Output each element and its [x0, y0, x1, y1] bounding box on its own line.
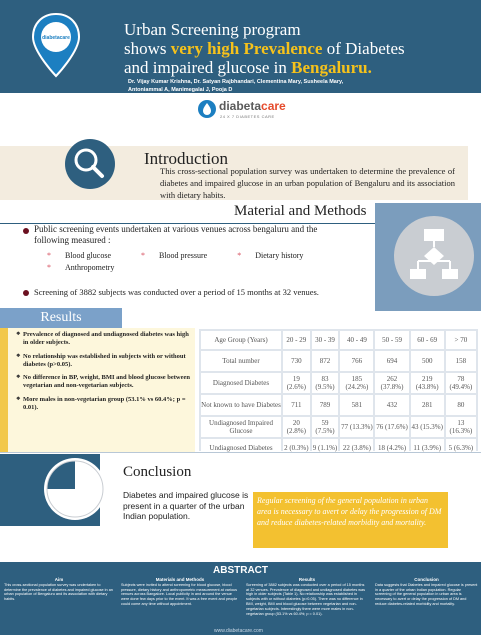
- results-point: ❖ Prevalence of diagnosed and undiagnosed diabetes was high in older subjects.: [16, 331, 192, 348]
- table-header-cell: Age Group (Years): [201, 331, 281, 349]
- abstract-conclusion: Conclusion Data suggests that Diabetes and impaired glucose is present in a quarter of the urban Indian population. Regular screening of the general population in urban area is necessary to avert or delay the progression of DM and reduce diabetes-related morbidity and mortality.: [375, 577, 478, 606]
- screening-text: Screening of 3882 subjects was conducted over a period of 15 months at 32 venues.: [34, 287, 319, 297]
- conclusion-title: Conclusion: [123, 464, 192, 480]
- table-row: Undiagnosed Impaired Glucose 20 (2.8%) 59 (7.5%) 77 (13.3%) 76 (17.6%) 43 (15.3%) 13 (16.3%): [201, 417, 476, 437]
- location-pin-icon: [30, 12, 82, 78]
- abstract-title: ABSTRACT: [213, 565, 268, 576]
- website-link[interactable]: www.diabetacare.com: [214, 628, 263, 634]
- title-city: Bengaluru.: [291, 58, 372, 77]
- pie-chart-icon: [37, 454, 113, 524]
- table-row: Total number 730 872 766 694 500 158: [201, 351, 476, 371]
- title-line-3: and impaired glucose in Bengaluru.: [124, 58, 372, 77]
- measure-item: * Anthropometry: [47, 263, 115, 272]
- logo-text: diabetacare: [42, 35, 70, 41]
- methods-measures: [47, 250, 347, 274]
- introduction-title: Introduction: [144, 149, 229, 168]
- table-header-cell: 40 - 49: [340, 331, 373, 349]
- results-point: ❖ No relationship was established in subjects with or without diabetes (p>0.05).: [16, 353, 192, 370]
- conclusion-text: Diabetes and impaired glucose is present in a quarter of the urban Indian population.: [123, 490, 249, 521]
- title-highlight: very high Prevalence: [170, 39, 323, 58]
- brand-tagline: 24 X 7 DIABETES CARE: [220, 114, 275, 119]
- brand-mark-icon: [197, 99, 217, 119]
- table-header-cell: 60 - 69: [411, 331, 444, 349]
- results-table: [199, 329, 478, 451]
- table-row: Diagnosed Diabetes 19 (2.6%) 83 (9.5%) 185 (24.2%) 262 (37.8%) 219 (43.8%) 78 (49.4%): [201, 373, 476, 393]
- brand-logo: [197, 98, 307, 124]
- results-label: Results: [0, 308, 122, 328]
- bullet-icon: [23, 290, 29, 296]
- flowchart-icon: [392, 211, 476, 301]
- methods-text: Public screening events undertaken at various venues across bengaluru and the following measured :: [34, 224, 318, 245]
- magnifier-icon: [64, 138, 116, 190]
- bullet-icon: [23, 228, 29, 234]
- table-header-cell: > 70: [446, 331, 476, 349]
- methods-title: Material and Methods: [234, 203, 367, 219]
- measure-item: * Blood glucose: [47, 251, 111, 260]
- results-point: ❖ No difference in BP, weight, BMI and blood glucose between vegetarian and non-vegetarian subjects.: [16, 374, 192, 391]
- table-row: Undiagnosed Diabetes 2 (0.3%) 9 (1.1%) 22 (3.8%) 18 (4.2%) 11 (3.9%) 5 (6.3%): [201, 439, 476, 457]
- table-header-cell: 30 - 39: [312, 331, 339, 349]
- table-header-cell: 50 - 59: [375, 331, 408, 349]
- poster-header: [0, 0, 481, 137]
- abstract-section: [0, 562, 481, 635]
- poster-title: [124, 20, 474, 77]
- measure-item: * Dietary history: [237, 251, 304, 260]
- introduction-text: This cross-sectional population survey was undertaken to determine the prevalence of diabetes and impaired glucose in an urban population of Bengaluru and its association with dietary habits.: [160, 166, 455, 200]
- authors: Dr. Vijay Kumar Krishna, Dr. Satyan Rajbhandari, Clementina Mary, Susheela Mary, Antoniammal A, Manimegalai J, Pooja D: [128, 79, 344, 93]
- abstract-results: Results Screening of 3882 subjects was conducted over a period of 15 months at 32 venues. Prevalence of diagnosed and undiagnosed diabetes was high in older subjects (Table 1). No relationship was established in subjects with or without diabetes (p>0.05). There was no difference in BMI, weight, BMI and blood glucose between vegetarian and non-vegetarian subjects. Interestingly there were more males in non-vegetarian group (53.1% vs 60.4%; p = 0.01).: [246, 577, 366, 616]
- results-list: [16, 331, 192, 417]
- conclusion-divider: [0, 452, 481, 453]
- abstract-methods: Materials and Methods Subjects were invited to attend screening for blood glucose, blood pressure, dietary history and anthropometric measurement at various venues across Bangalore. Local publicity in and around the venue were done few days prior to the event. It was a free event and people could come any time without appointment.: [121, 577, 238, 606]
- brand-name: diabetacare: [219, 99, 286, 113]
- results-accent-bar: [0, 328, 8, 453]
- table-row: Not known to have Diabetes 711 789 581 432 281 80: [201, 395, 476, 415]
- abstract-aim: Aim This cross-sectional population survey was undertaken to determine the prevalence of diabetes and impaired glucose in an urban population of Bengaluru and its association with dietary habits.: [4, 577, 113, 602]
- title-line-1: Urban Screening program: [124, 20, 301, 39]
- title-line-2: shows very high Prevalence of Diabetes: [124, 39, 405, 58]
- conclusion-quote: Regular screening of the general population in urban area is necessary to avert or delay the progression of DM and reduce diabetes-related morbidity and mortality.: [253, 492, 448, 548]
- measure-item: * Blood pressure: [141, 251, 208, 260]
- table-header-cell: 20 - 29: [283, 331, 310, 349]
- results-point: ❖ More males in non-vegetarian group (53.1% vs 60.4%; p = 0.01).: [16, 396, 192, 413]
